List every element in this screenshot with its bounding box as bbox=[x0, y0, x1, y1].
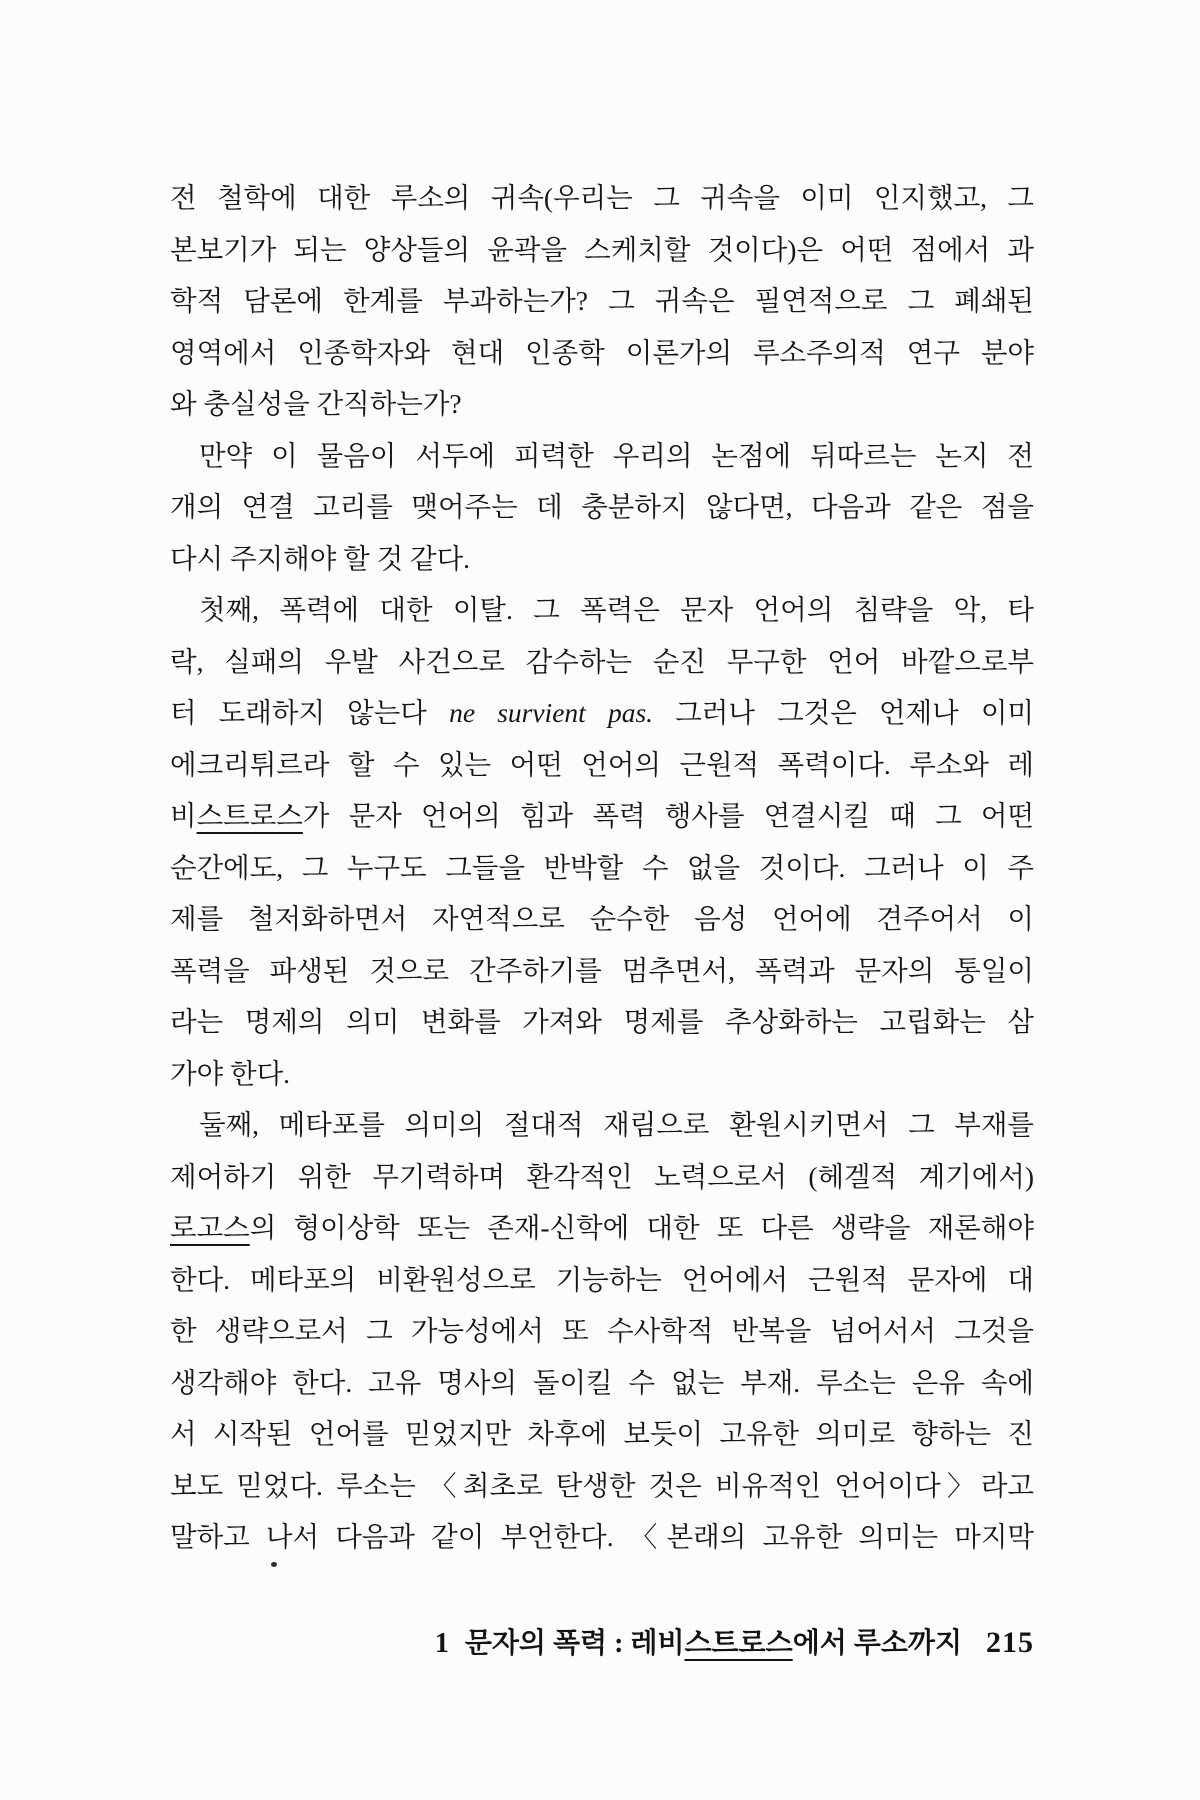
text-segment: 생각해야 한다. 고유 명사의 돌이킬 수 없는 부재. 루소는 은유 속에 bbox=[170, 1366, 1034, 1398]
chapter-number: 1 bbox=[434, 1628, 449, 1659]
text-segment: 락, 실패의 우발 사건으로 감수하는 순진 무구한 언어 바깥으로부 bbox=[170, 645, 1034, 677]
text-line bbox=[170, 481, 1034, 533]
scan-artifact-dot bbox=[271, 1562, 277, 1567]
text-line bbox=[170, 275, 1034, 327]
text-segment: 본보기가 되는 양상들의 윤곽을 스케치할 것이다)은 어떤 점에서 과 bbox=[170, 233, 1034, 265]
text-line bbox=[170, 1254, 1034, 1306]
text-segment: 그러나 그것은 언제나 이미 bbox=[653, 697, 1034, 728]
text-line bbox=[170, 1408, 1034, 1460]
text-line bbox=[170, 1048, 1034, 1100]
text-line bbox=[170, 790, 1034, 842]
text-line bbox=[170, 687, 1034, 739]
text-line bbox=[170, 842, 1034, 894]
text-segment: 가 문자 언어의 힘과 폭력 행사를 연결시킬 때 그 어떤 bbox=[302, 800, 1034, 831]
text-segment: 폭력을 파생된 것으로 간주하기를 멈추면서, 폭력과 문자의 통일이 bbox=[170, 954, 1034, 986]
page-body-text bbox=[170, 172, 1034, 1563]
text-segment: 서 시작된 언어를 믿었지만 차후에 보듯이 고유한 의미로 향하는 진 bbox=[170, 1418, 1034, 1449]
text-segment: 제어하기 위한 무기력하며 환각적인 노력으로서 (헤겔적 계기에서) bbox=[170, 1160, 1034, 1192]
text-segment: 순간에도, 그 누구도 그들을 반박할 수 없을 것이다. 그러나 이 주 bbox=[170, 851, 1034, 883]
text-line bbox=[170, 1151, 1034, 1203]
text-line bbox=[170, 1305, 1034, 1357]
text-line bbox=[170, 636, 1034, 688]
text-line bbox=[170, 1357, 1034, 1409]
text-line bbox=[170, 224, 1034, 276]
text-line bbox=[170, 533, 1034, 585]
text-segment: 첫째, 폭력에 대한 이탈. 그 폭력은 문자 언어의 침략을 악, 타 bbox=[199, 594, 1034, 625]
text-line bbox=[170, 739, 1034, 791]
text-segment: 만약 이 물음이 서두에 피력한 우리의 논점에 뒤따르는 논지 전 bbox=[199, 439, 1034, 471]
text-line bbox=[170, 1099, 1034, 1151]
text-segment: 와 충실성을 간직하는가? bbox=[170, 388, 462, 419]
text-line bbox=[170, 584, 1034, 636]
text-segment: 라는 명제의 의미 변화를 가져와 명제를 추상화하는 고립화는 삼 bbox=[170, 1006, 1034, 1037]
text-segment: 개의 연결 고리를 맺어주는 데 충분하지 않다면, 다음과 같은 점을 bbox=[170, 491, 1034, 522]
text-segment: 문자의 폭력 : 레비 bbox=[464, 1628, 685, 1659]
text-line bbox=[170, 172, 1034, 224]
text-line bbox=[170, 1460, 1034, 1512]
page-number: 215 bbox=[986, 1626, 1034, 1659]
text-segment: 한 생략으로서 그 가능성에서 또 수사학적 반복을 넘어서서 그것을 bbox=[170, 1315, 1034, 1346]
text-line bbox=[170, 327, 1034, 379]
text-segment: 말하고 나서 다음과 같이 부언한다. 〈본래의 고유한 의미는 마지막 bbox=[170, 1521, 1034, 1552]
text-segment: 학적 담론에 한계를 부과하는가? 그 귀속은 필연적으로 그 폐쇄된 bbox=[170, 285, 1034, 316]
text-segment: 보도 믿었다. 루소는 〈최초로 탄생한 것은 비유적인 언어이다〉라고 bbox=[170, 1469, 1034, 1501]
page-footer bbox=[170, 1626, 1034, 1661]
text-line bbox=[170, 378, 1034, 430]
text-segment: 비 bbox=[170, 800, 197, 831]
underlined-proper-noun: 로고스 bbox=[170, 1212, 250, 1243]
text-line bbox=[170, 1202, 1034, 1254]
text-segment: 제를 철저화하면서 자연적으로 순수한 음성 언어에 견주어서 이 bbox=[170, 903, 1034, 934]
text-line bbox=[170, 893, 1034, 945]
text-segment: 전 철학에 대한 루소의 귀속(우리는 그 귀속을 이미 인지했고, 그 bbox=[170, 182, 1034, 213]
text-line bbox=[170, 996, 1034, 1048]
text-line bbox=[170, 430, 1034, 482]
text-segment: 가야 한다. bbox=[170, 1057, 291, 1089]
text-segment: 다시 주지해야 할 것 같다. bbox=[170, 542, 471, 574]
text-segment: 한다. 메타포의 비환원성으로 기능하는 언어에서 근원적 문자에 대 bbox=[170, 1263, 1034, 1295]
text-segment: 에크리튀르라 할 수 있는 어떤 언어의 근원적 폭력이다. 루소와 레 bbox=[170, 748, 1034, 780]
text-segment: 영역에서 인종학자와 현대 인종학 이론가의 루소주의적 연구 분야 bbox=[170, 336, 1034, 368]
french-phrase: ne survient pas. bbox=[449, 697, 654, 728]
underlined-proper-noun: 스트로스 bbox=[196, 800, 303, 831]
text-segment: 둘째, 메타포를 의미의 절대적 재림으로 환원시키면서 그 부재를 bbox=[199, 1109, 1034, 1140]
text-segment: 에서 루소까지 bbox=[792, 1628, 962, 1659]
underlined-proper-noun: 스트로스 bbox=[684, 1628, 793, 1659]
text-segment: 의 형이상학 또는 존재-신학에 대한 또 다른 생략을 재론해야 bbox=[249, 1212, 1034, 1243]
running-title bbox=[465, 1628, 962, 1659]
text-line bbox=[170, 945, 1034, 997]
text-segment: 터 도래하지 않는다 bbox=[170, 697, 450, 728]
text-line bbox=[170, 1511, 1034, 1563]
